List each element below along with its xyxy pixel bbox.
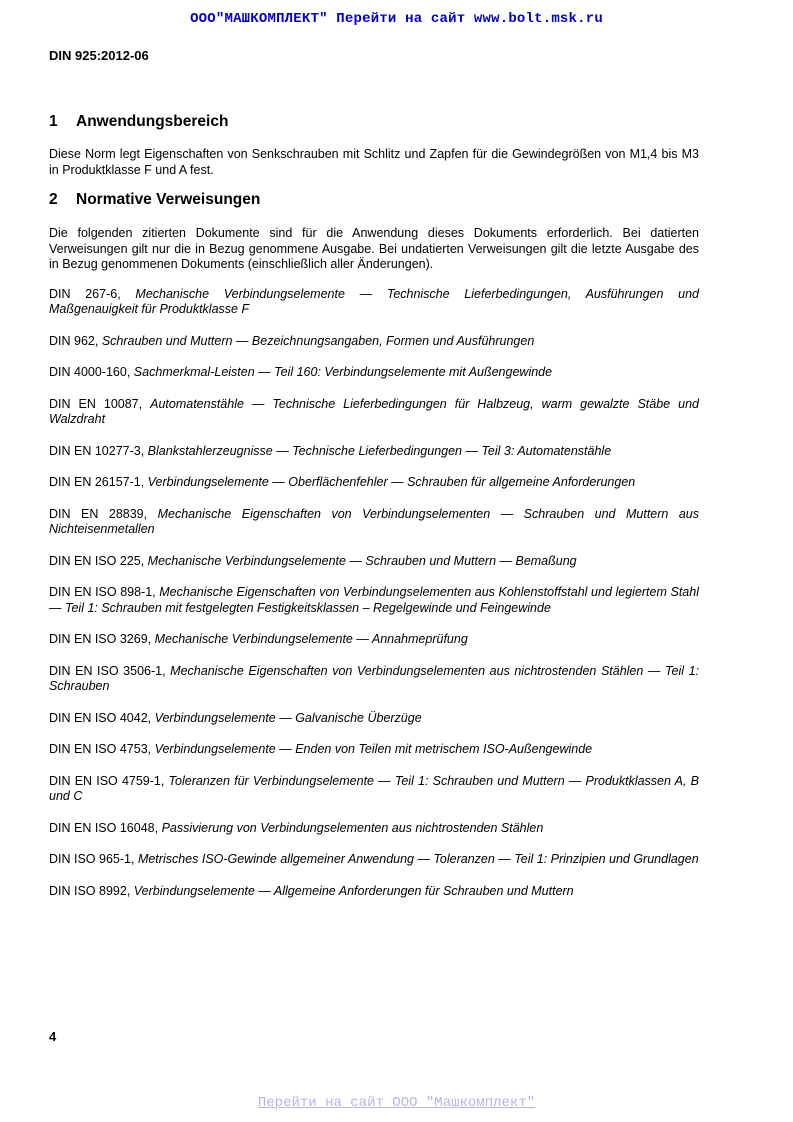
reference-code: DIN EN ISO 3506-1, bbox=[49, 663, 166, 678]
reference-item bbox=[49, 475, 699, 491]
reference-item bbox=[49, 821, 699, 837]
reference-item bbox=[49, 742, 699, 758]
reference-item bbox=[49, 852, 699, 868]
reference-item bbox=[49, 774, 699, 805]
reference-title: Mechanische Verbindungselemente — Technische Lieferbedingungen, Ausführungen und Maßgenauigkeit für Produktklasse F bbox=[49, 286, 699, 316]
reference-title: Sachmerkmal-Leisten — Teil 160: Verbindungselemente mit Außengewinde bbox=[133, 365, 553, 379]
reference-code: DIN EN ISO 16048, bbox=[49, 820, 159, 835]
section-heading-normative-references bbox=[49, 189, 699, 210]
top-banner-link[interactable]: ООО"МАШКОМПЛЕКТ" Перейти на сайт www.bolt.msk.ru bbox=[190, 11, 603, 27]
reference-item bbox=[49, 585, 699, 616]
reference-code: DIN 4000-160, bbox=[49, 365, 131, 379]
reference-code: DIN EN ISO 225, bbox=[49, 553, 145, 568]
reference-item bbox=[49, 334, 699, 350]
reference-title: Passivierung von Verbindungselementen aus nichtrostenden Stählen bbox=[161, 820, 544, 835]
reference-item bbox=[49, 884, 699, 900]
reference-item bbox=[49, 711, 699, 727]
reference-title: Mechanische Eigenschaften von Verbindungselementen aus nichtrostenden Stählen — Teil 1: Schrauben bbox=[49, 663, 699, 693]
reference-title: Toleranzen für Verbindungselemente — Teil 1: Schrauben und Muttern — Produktklassen A, B und C bbox=[49, 773, 699, 803]
reference-item bbox=[49, 397, 699, 428]
reference-title: Schrauben und Muttern — Bezeichnungsangaben, Formen und Ausführungen bbox=[101, 333, 535, 348]
section-title: Normative Verweisungen bbox=[76, 191, 261, 208]
document-identifier: DIN 925:2012-06 bbox=[49, 48, 149, 63]
reference-title: Mechanische Eigenschaften von Verbindungselementen aus Kohlenstoffstahl und legiertem Stahl — Teil 1: Schrauben mit festgelegten Festigkeitsklassen – Regelgewinde und Feingewinde bbox=[49, 585, 699, 615]
reference-code: DIN EN ISO 4042, bbox=[49, 710, 152, 725]
scope-paragraph: Diese Norm legt Eigenschaften von Senkschrauben mit Schlitz und Zapfen für die Gewindegrößen von M1,4 bis M3 in Produktklasse F und A fest. bbox=[49, 147, 699, 177]
section-title: Anwendungsbereich bbox=[76, 113, 229, 130]
reference-item bbox=[49, 554, 699, 570]
reference-title: Automatenstähle — Technische Lieferbedingungen für Halbzeug, warm gewalzte Stäbe und Walzdraht bbox=[49, 396, 699, 426]
reference-title: Verbindungselemente — Allgemeine Anforderungen für Schrauben und Muttern bbox=[133, 883, 574, 898]
section-heading-scope bbox=[49, 111, 699, 132]
reference-item bbox=[49, 287, 699, 318]
reference-title: Verbindungselemente — Enden von Teilen mit metrischem ISO-Außengewinde bbox=[154, 742, 593, 756]
reference-code: DIN EN 10087, bbox=[49, 396, 143, 411]
reference-code: DIN EN ISO 4753, bbox=[49, 742, 152, 756]
reference-item bbox=[49, 365, 699, 381]
reference-title: Verbindungselemente — Oberflächenfehler — Schrauben für allgemeine Anforderungen bbox=[147, 475, 636, 489]
bottom-site-link[interactable]: Перейти на сайт ООО "Машкомплект" bbox=[257, 1095, 536, 1111]
reference-item bbox=[49, 664, 699, 695]
reference-title: Mechanische Verbindungselemente — Annahmeprüfung bbox=[154, 632, 468, 646]
reference-code: DIN 962, bbox=[49, 333, 99, 348]
reference-code: DIN EN 28839, bbox=[49, 506, 148, 521]
reference-code: DIN EN ISO 898-1, bbox=[49, 585, 156, 599]
reference-code: DIN EN 26157-1, bbox=[49, 475, 145, 489]
document-body bbox=[49, 111, 699, 915]
reference-list bbox=[49, 287, 699, 900]
reference-code: DIN ISO 965-1, bbox=[49, 852, 135, 866]
reference-code: DIN ISO 8992, bbox=[49, 883, 131, 898]
reference-title: Mechanische Verbindungselemente — Schrauben und Muttern — Bemaßung bbox=[147, 553, 577, 568]
section-number: 2 bbox=[49, 191, 58, 208]
reference-code: DIN 267-6, bbox=[49, 286, 121, 301]
normative-references-intro: Die folgenden zitierten Dokumente sind für die Anwendung dieses Dokuments erforderlich. Bei datierten Verweisungen gilt nur die in Bezug genommene Ausgabe. Bei undatierten Verweisungen gilt die letzte Ausgabe des in Bezug genommenen Dokuments (einschließlich aller Änderungen). bbox=[49, 226, 699, 271]
reference-item bbox=[49, 444, 699, 460]
reference-code: DIN EN ISO 3269, bbox=[49, 632, 152, 646]
reference-item bbox=[49, 507, 699, 538]
reference-title: Metrisches ISO-Gewinde allgemeiner Anwendung — Toleranzen — Teil 1: Prinzipien und Grundlagen bbox=[137, 852, 699, 866]
reference-item bbox=[49, 632, 699, 648]
page-number: 4 bbox=[49, 1029, 57, 1044]
reference-code: DIN EN 10277-3, bbox=[49, 443, 145, 458]
reference-title: Verbindungselemente — Galvanische Überzüge bbox=[154, 710, 422, 725]
section-number: 1 bbox=[49, 113, 58, 130]
reference-code: DIN EN ISO 4759-1, bbox=[49, 773, 165, 788]
reference-title: Mechanische Eigenschaften von Verbindungselementen — Schrauben und Muttern aus Nichteisenmetallen bbox=[49, 506, 699, 536]
reference-title: Blankstahlerzeugnisse — Technische Lieferbedingungen — Teil 3: Automatenstähle bbox=[147, 443, 612, 458]
